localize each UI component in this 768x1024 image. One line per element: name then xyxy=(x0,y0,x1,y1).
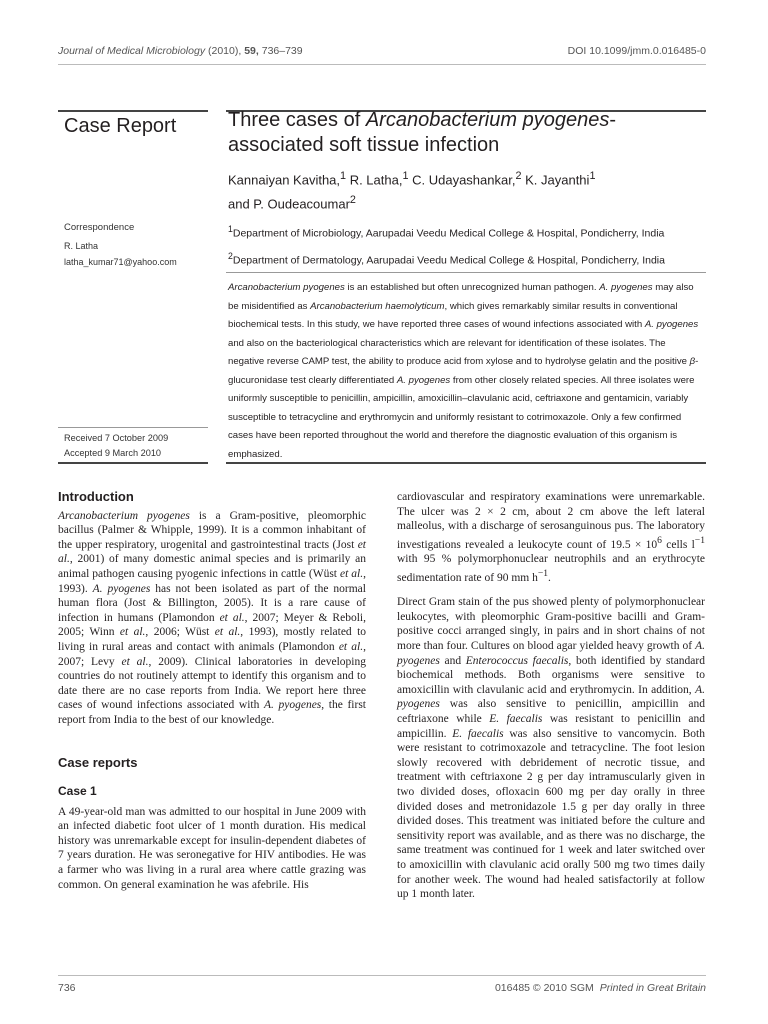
correspondence-email: latha_kumar71@yahoo.com xyxy=(64,257,177,267)
author: and P. Oudeacoumar xyxy=(228,196,350,212)
journal-name: Journal of Medical Microbiology xyxy=(58,45,206,57)
dates-bottom-rule xyxy=(58,462,208,464)
subsection-heading-case-1: Case 1 xyxy=(58,784,97,799)
body-column-left xyxy=(58,490,366,892)
dates-top-rule xyxy=(58,427,208,428)
received-date: Received 7 October 2009 xyxy=(64,433,169,443)
author-list: Kannaiyan Kavitha,$^1$ R. Latha,$^1$ C. Udayashankar,$^2$ K. Jayanthi$^1$ and P. Oudeacoumar$^2$ xyxy=(228,170,596,212)
footer-divider xyxy=(58,975,706,976)
body-column-right xyxy=(397,490,705,902)
journal-pages: 736–739 xyxy=(261,45,303,57)
doi: DOI 10.1099/jmm.0.016485-0 xyxy=(567,45,706,57)
author: K. Jayanthi xyxy=(525,172,590,188)
author: C. Udayashankar, xyxy=(412,172,516,188)
case-1-paragraph: A 49-year-old man was admitted to our hospital in June 2009 with an infected diabetic foot ulcer of 1 month duration. His medical history was unremarkable except for insulin-dependent diabetes of 7 years duration. He was seronegative for HIV antibodies. He was a farmer who was living in a rural area where cattle grazing was common. On general examination he was afebrile. His xyxy=(58,805,366,891)
journal-citation xyxy=(58,45,303,57)
journal-year: (2010), xyxy=(208,45,242,57)
page-number: 736 xyxy=(58,982,76,994)
article-dates xyxy=(64,431,168,461)
label-rule xyxy=(58,110,208,112)
abstract: Arcanobacterium pyogenes is an established but often unrecognized human pathogen. A. pyogenes may also be misidentified as Arcanobacterium haemolyticum, which gives remarkably similar results in conventional biochemical tests. In this study, we have reported three cases of wound infections associated with A. pyogenes and also on the bacteriological characteristics which are relevant for identification of these isolates. The negative reverse CAMP test, the ability to produce acid from xylose and to hydrolyse gelatin and the positive β-glucuronidase test clearly differentiated A. pyogenes from other closely related species. All three isolates were uniformly susceptible to penicillin, ampicillin, amoxicillin–clavulanic acid, ceftriaxone and gentamicin, variably susceptible to tetracycline and erythromycin and uniformly resistant to cotrimoxazole. Only a few confirmed cases have been reported throughout the world and therefore the diagnostic evaluation of this organism is emphasized. xyxy=(228,282,699,460)
correspondence-heading: Correspondence xyxy=(64,222,135,233)
author: R. Latha, xyxy=(349,172,403,188)
affiliations xyxy=(228,218,698,271)
article-title: Three cases of Arcanobacterium pyogenes-associated soft tissue infection xyxy=(228,109,616,156)
header-divider xyxy=(58,64,706,65)
journal-volume: 59, xyxy=(244,45,259,57)
case-1-examination-paragraph: cardiovascular and respiratory examinations were unremarkable. The ulcer was 2 × 2 cm, about 2 cm above the left lateral malleolus, with a discharge of serosanguinous pus. The laboratory investigations revealed a leukocyte count of $19.5 \times 10^6$ cells $l^{-1}$ with 95 % polymorphonuclear neutrophils and an erythrocyte sedimentation rate of 90 mm $h^{-1}$. xyxy=(397,491,705,584)
accepted-date: Accepted 9 March 2010 xyxy=(64,448,162,458)
section-heading-introduction: Introduction xyxy=(58,489,134,504)
introduction-paragraph: Arcanobacterium pyogenes is a Gram-positive, pleomorphic bacillus (Palmer & Whipple, 1999). It is a common inhabitant of the upper respiratory, urogenital and gastrointestinal tracts (Jost et al., 2001) of many domestic animal species and is primarily an animal pathogen causing pyogenic infections in cattle (Wüst et al., 1993). A. pyogenes has not been isolated as part of the normal human flora (Jost & Billington, 2005). It is a rare cause of infection in humans (Plamondon et al., 2007; Meyer & Reboli, 2005; Winn et al., 2006; Wüst et al., 1993), mostly related to living in rural areas and contact with animals (Plamondon et al., 2007; Levy et al., 2009). Clinical laboratories in developing countries do not routinely attempt to identify this organism and to date there are no case reports from India. We report here three cases of wound infections associated with A. pyogenes, the first report from India to the best of our knowledge. xyxy=(58,509,367,726)
footer-copyright: 016485 © 2010 SGM Printed in Great Britain xyxy=(494,982,706,994)
section-heading-case-reports: Case reports xyxy=(58,754,138,770)
case-1-microbiology-paragraph: Direct Gram stain of the pus showed plenty of polymorphonuclear leukocytes, with pleomorphic Gram-positive bacilli and Gram-positive cocci arranged singly, in pairs and in short chains of not more than four. Cultures on blood agar yielded heavy growth of A. pyogenes and Enterococcus faecalis, both identified by standard biochemical methods. Both organisms were sensitive to amoxicillin with clavulanic acid and erythromycin. In addition, A. pyogenes was also sensitive to penicillin, ampicillin and ceftriaxone while E. faecalis was resistant to penicillin and ampicillin. E. faecalis was also sensitive to vancomycin. Both were resistant to cotrimoxazole and tetracycline. The foot lesion slowly recovered with debridement of necrotic tissue, and treatment with ceftriaxone 2 g per day intramuscularly given in two divided doses, ofloxacin 600 mg per day orally in three divided doses and metronidazole 1.5 g per day orally in three divided doses. This treatment was initiated before the culture and sensitivity report was available, and as there was no discharge, the same treatment was continued for 1 week and later switched over to amoxicillin with clavulanic acid orally 500 mg two times daily for another week. The wound had healed satisfactorily at follow up 1 month later. xyxy=(397,596,705,901)
affiliation: $^2$Department of Dermatology, Aarupadai Veedu Medical College & Hospital, Pondicherry, India xyxy=(228,250,665,266)
author: Kannaiyan Kavitha, xyxy=(228,172,341,188)
correspondence xyxy=(64,220,177,270)
article-type-label: Case Report xyxy=(64,115,177,137)
abstract-bottom-rule xyxy=(226,462,706,464)
affiliation: $^1$Department of Microbiology, Aarupadai Veedu Medical College & Hospital, Pondicherry, India xyxy=(228,224,665,240)
correspondence-name: R. Latha xyxy=(64,241,99,251)
abstract-top-rule xyxy=(226,272,706,273)
